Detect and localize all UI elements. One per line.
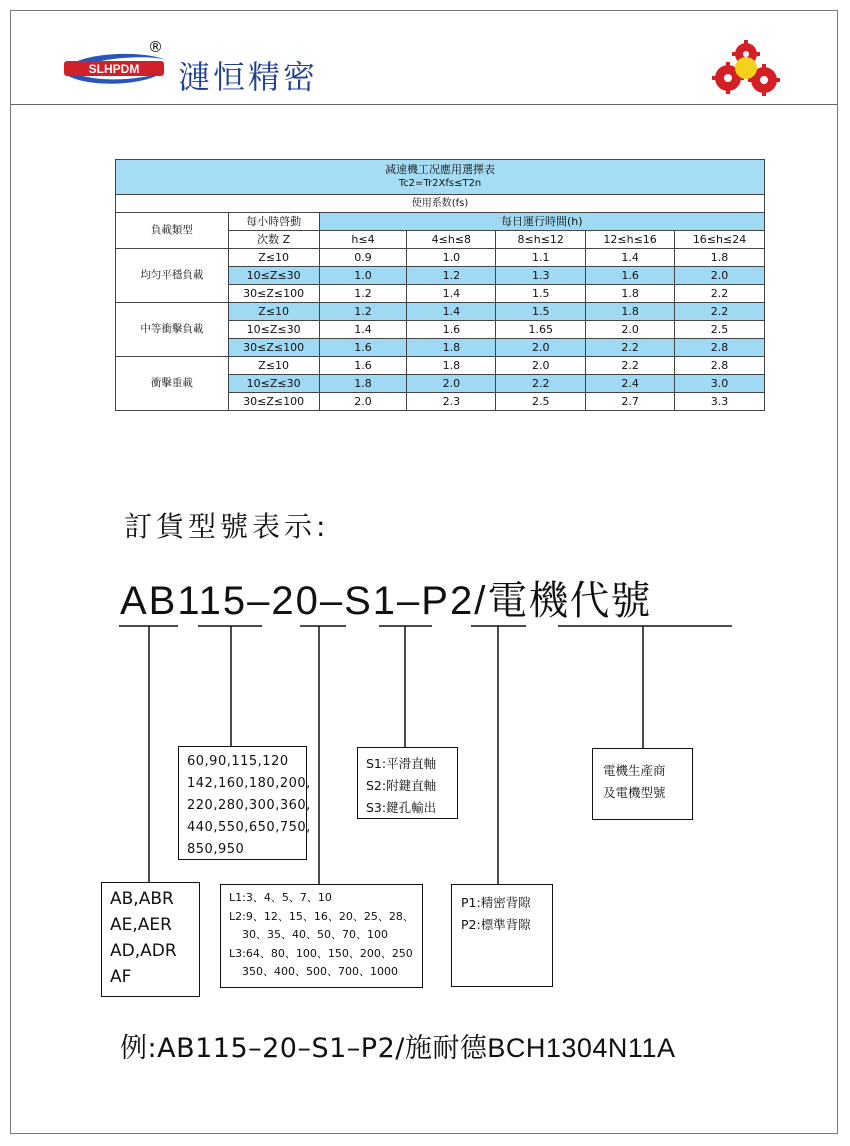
fs-cell: 1.8 — [319, 375, 407, 393]
motor-box — [592, 748, 693, 820]
ratio-line: L3:64、80、100、150、200、250 — [229, 946, 413, 960]
frame-size-line: 220,280,300,360, — [187, 798, 311, 813]
fs-cell: 1.6 — [586, 267, 675, 285]
fs-cell: 2.5 — [496, 393, 586, 411]
col-starts-line1: 每小時啓動 — [228, 213, 319, 231]
fs-cell: 1.5 — [496, 303, 586, 321]
example-prefix: 例:AB115–20–S1–P2/ — [120, 1033, 405, 1064]
z-cell: 30≤Z≤100 — [228, 393, 319, 411]
z-cell: 30≤Z≤100 — [228, 339, 319, 357]
load-type-cell: 均匀平穩負載 — [116, 249, 229, 303]
series-type-line: AE,AER — [110, 915, 172, 935]
ratio-box — [220, 884, 423, 988]
fs-cell: 2.0 — [586, 321, 675, 339]
ratio-line: 350、400、500、700、1000 — [242, 965, 398, 978]
table-title: 减速機工况應用選擇表 — [385, 163, 495, 176]
z-cell: Z≤10 — [228, 249, 319, 267]
fs-cell: 2.2 — [586, 357, 675, 375]
table-formula: Tc2=Tr2Xfs≤T2n — [398, 178, 482, 189]
series-type-box — [101, 882, 200, 997]
hour-header: 16≤h≤24 — [675, 231, 765, 249]
col-starts-line2: 次数 Z — [228, 231, 319, 249]
fs-cell: 0.9 — [319, 249, 407, 267]
fs-cell: 3.0 — [675, 375, 765, 393]
fs-cell: 1.0 — [319, 267, 407, 285]
frame-size-line: 142,160,180,200, — [187, 776, 311, 791]
backlash-line: P2:標準背隙 — [461, 917, 531, 932]
hour-header: 4≤h≤8 — [407, 231, 496, 249]
fs-cell: 2.2 — [675, 285, 765, 303]
fs-cell: 1.3 — [496, 267, 586, 285]
series-type-line: AB,ABR — [110, 889, 174, 909]
model-code-text: AB115–20–S1–P2/ — [120, 579, 488, 623]
fs-cell: 1.4 — [407, 285, 496, 303]
fs-cell: 2.8 — [675, 339, 765, 357]
fs-cell: 1.8 — [407, 339, 496, 357]
coefficient-label: 使用系数(fs) — [116, 195, 765, 213]
fs-cell: 2.0 — [496, 339, 586, 357]
fs-cell: 2.7 — [586, 393, 675, 411]
fs-cell: 2.0 — [496, 357, 586, 375]
fs-cell: 1.8 — [586, 285, 675, 303]
fs-cell: 1.4 — [319, 321, 407, 339]
fs-cell: 1.2 — [407, 267, 496, 285]
fs-cell: 2.8 — [675, 357, 765, 375]
col-hours-group: 每日運行時間(h) — [319, 213, 764, 231]
frame-size-line: 850,950 — [187, 842, 245, 857]
hour-header: 12≤h≤16 — [586, 231, 675, 249]
fs-cell: 2.3 — [407, 393, 496, 411]
fs-cell: 1.65 — [496, 321, 586, 339]
fs-cell: 2.5 — [675, 321, 765, 339]
fs-cell: 1.5 — [496, 285, 586, 303]
fs-cell: 2.0 — [319, 393, 407, 411]
z-cell: 10≤Z≤30 — [228, 375, 319, 393]
fs-cell: 2.0 — [675, 267, 765, 285]
logo-mark-text: SLHPDM — [88, 62, 140, 76]
fs-cell: 1.6 — [407, 321, 496, 339]
col-load-type: 負載類型 — [116, 213, 229, 249]
fs-cell: 2.2 — [586, 339, 675, 357]
ratio-line: 30、35、40、50、70、100 — [242, 928, 388, 941]
z-cell: Z≤10 — [228, 303, 319, 321]
shaft-type-line: S1:平滑直軸 — [366, 756, 437, 771]
fs-cell: 1.4 — [586, 249, 675, 267]
load-type-cell: 中等衝擊負載 — [116, 303, 229, 357]
fs-cell: 1.2 — [319, 303, 407, 321]
fs-cell: 2.2 — [496, 375, 586, 393]
hour-header: 8≤h≤12 — [496, 231, 586, 249]
fs-cell: 2.0 — [407, 375, 496, 393]
shaft-type-box — [357, 747, 458, 819]
shaft-type-line: S3:鍵孔輸出 — [366, 800, 437, 815]
frame-size-box — [178, 746, 311, 860]
example-model: BCH1304N11A — [487, 1033, 676, 1063]
order-example — [120, 1026, 675, 1065]
fs-cell: 1.4 — [407, 303, 496, 321]
fs-cell: 1.8 — [675, 249, 765, 267]
fs-cell: 2.4 — [586, 375, 675, 393]
backlash-box — [451, 884, 553, 987]
fs-cell: 1.0 — [407, 249, 496, 267]
series-type-line: AD,ADR — [110, 941, 177, 961]
fs-cell: 1.6 — [319, 339, 407, 357]
fs-cell: 1.8 — [586, 303, 675, 321]
z-cell: 30≤Z≤100 — [228, 285, 319, 303]
z-cell: 10≤Z≤30 — [228, 321, 319, 339]
backlash-line: P1:精密背隙 — [461, 895, 531, 910]
registered-mark: ® — [148, 38, 163, 56]
brand-name: 漣恒精密 — [178, 58, 319, 96]
example-suffix: 施耐德 — [404, 1033, 488, 1064]
model-code-suffix: 電機代號 — [487, 578, 652, 624]
fs-cell: 1.6 — [319, 357, 407, 375]
z-cell: 10≤Z≤30 — [228, 267, 319, 285]
hour-header: h≤4 — [319, 231, 407, 249]
frame-size-line: 440,550,650,750, — [187, 820, 311, 835]
fs-cell: 1.1 — [496, 249, 586, 267]
motor-line: 及電機型號 — [603, 785, 666, 800]
ratio-line: L2:9、12、15、16、20、25、28、 — [229, 909, 414, 923]
order-title: 訂貨型號表示: — [124, 510, 330, 543]
fs-cell: 2.2 — [675, 303, 765, 321]
fs-cell: 3.3 — [675, 393, 765, 411]
z-cell: Z≤10 — [228, 357, 319, 375]
shaft-type-line: S2:附鍵直軸 — [366, 778, 437, 793]
load-type-cell: 衝擊重載 — [116, 357, 229, 411]
fs-cell: 1.8 — [407, 357, 496, 375]
frame-size-line: 60,90,115,120 — [187, 754, 289, 769]
motor-line: 電機生產商 — [603, 763, 666, 778]
fs-cell: 1.2 — [319, 285, 407, 303]
series-type-line: AF — [110, 967, 132, 987]
ratio-line: L1:3、4、5、7、10 — [229, 891, 332, 904]
